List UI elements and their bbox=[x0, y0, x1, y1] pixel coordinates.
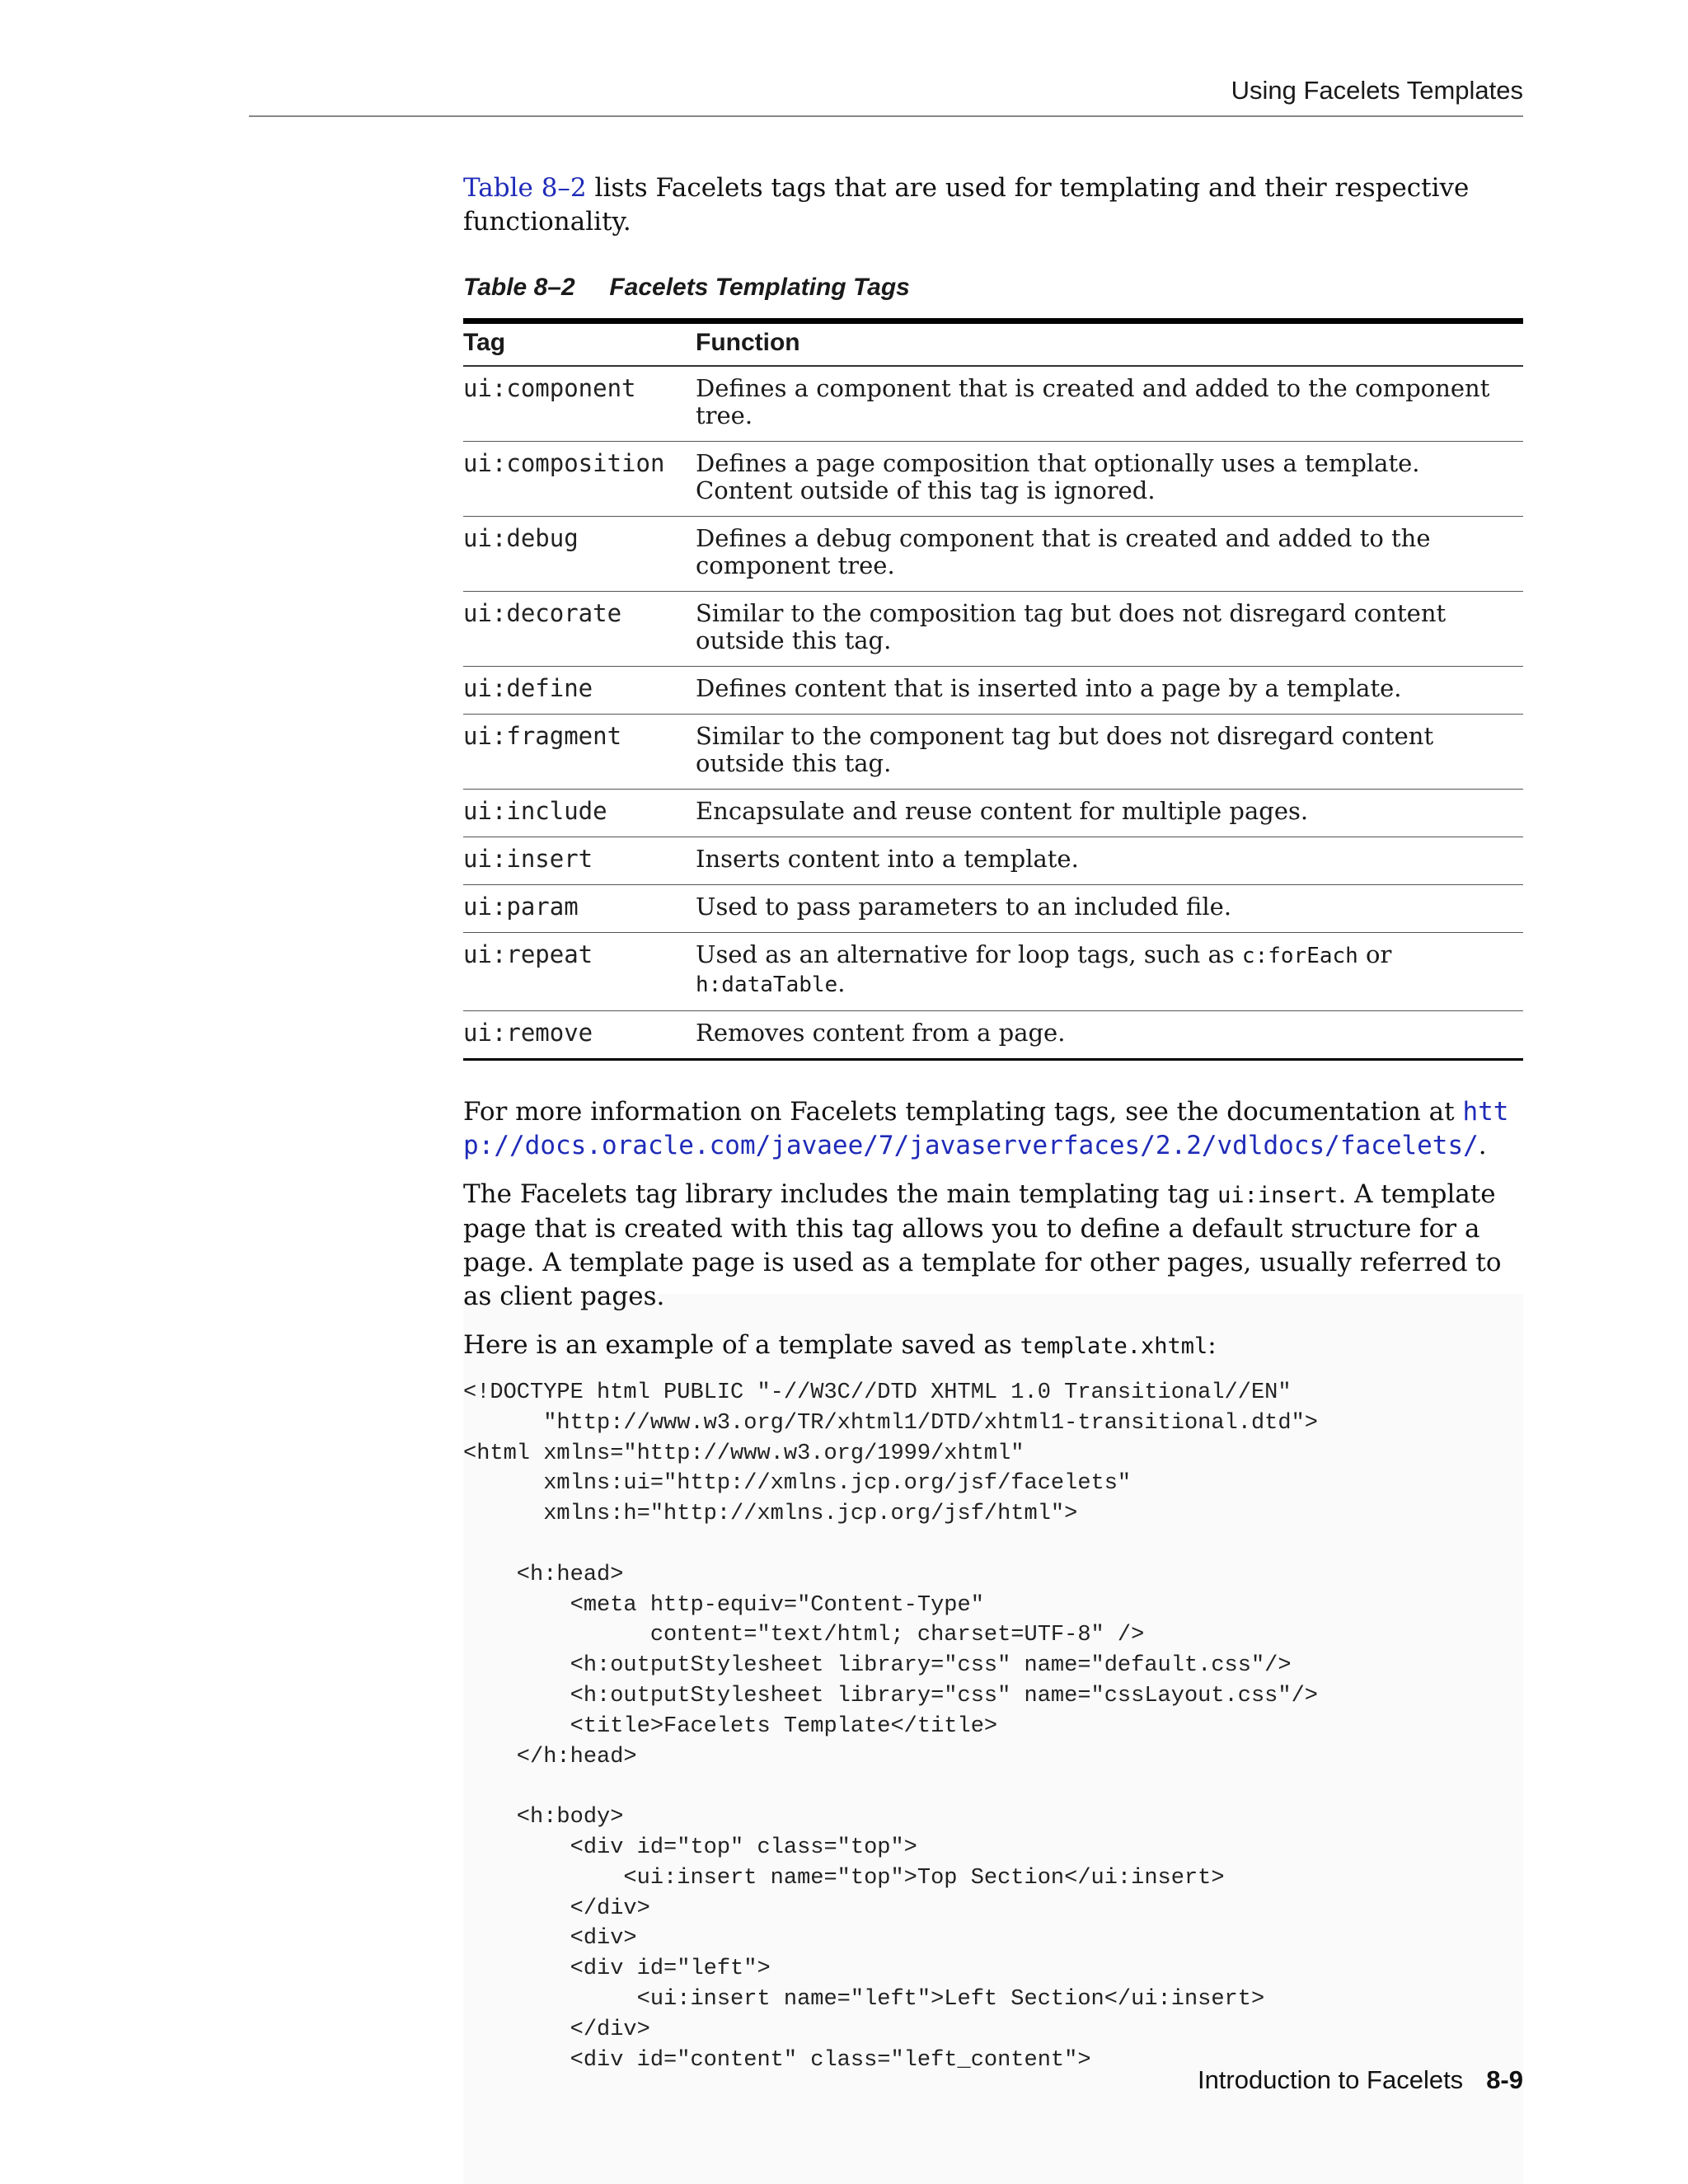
tag-cell: ui:composition bbox=[463, 442, 696, 517]
example-text: : bbox=[1207, 1330, 1217, 1360]
table-row bbox=[463, 1011, 1523, 1060]
code-line: <div id="top" class="top"> bbox=[463, 1835, 917, 1860]
table-header-row bbox=[463, 321, 1523, 367]
code-line: </h:head> bbox=[463, 1744, 637, 1769]
tag-cell: ui:define bbox=[463, 667, 696, 715]
table-caption-title: Facelets Templating Tags bbox=[609, 274, 910, 301]
table-row bbox=[463, 837, 1523, 885]
page-number: 8-9 bbox=[1486, 2065, 1523, 2094]
table-caption bbox=[463, 274, 1523, 303]
tag-cell: ui:include bbox=[463, 790, 696, 837]
function-cell: Defines a page composition that optionally uses a template. Content outside of this tag is ignored. bbox=[696, 442, 1523, 517]
code-line: <div id="content" class="left_content"> bbox=[463, 2047, 1091, 2073]
library-paragraph bbox=[463, 1178, 1523, 1314]
code-line: <meta http-equiv="Content-Type" bbox=[463, 1592, 984, 1618]
templating-tags-table bbox=[463, 318, 1523, 1061]
table-row bbox=[463, 366, 1523, 442]
code-line: <h:head> bbox=[463, 1562, 624, 1587]
more-info-paragraph bbox=[463, 1095, 1523, 1163]
code-line: <ui:insert name="left">Left Section</ui:insert> bbox=[463, 1986, 1265, 2012]
function-cell: Used to pass parameters to an included file. bbox=[696, 885, 1523, 933]
tag-cell: ui:debug bbox=[463, 517, 696, 592]
example-paragraph bbox=[463, 1329, 1523, 1363]
function-cell: Similar to the composition tag but does not disregard content outside this tag. bbox=[696, 592, 1523, 667]
tag-cell: ui:repeat bbox=[463, 933, 696, 1011]
intro-text: lists Facelets tags that are used for templating and their respective functionality. bbox=[463, 173, 1470, 237]
vdldocs-link[interactable]: http://docs.oracle.com/javaee/7/javaserverfaces/2.2/vdldocs/facelets/ bbox=[463, 1097, 1509, 1160]
tag-cell: ui:remove bbox=[463, 1019, 593, 1047]
code-line: </div> bbox=[463, 1896, 650, 1921]
table-row bbox=[463, 592, 1523, 667]
table-xref-link[interactable]: Table 8–2 bbox=[463, 173, 587, 203]
library-text: The Facelets tag library includes the main templating tag bbox=[463, 1179, 1218, 1209]
table-row bbox=[463, 933, 1523, 1011]
function-cell: Encapsulate and reuse content for multiple pages. bbox=[696, 790, 1523, 837]
code-line: <div id="left"> bbox=[463, 1957, 771, 1982]
footer-section-title: Introduction to Facelets bbox=[1197, 2065, 1464, 2094]
code-example bbox=[463, 1378, 1523, 2075]
intro-paragraph bbox=[463, 171, 1523, 239]
table-row bbox=[463, 442, 1523, 517]
library-text: . A template page that is created with this tag allows you to define a default structure for a page. A template page is used as a template for other pages, usually referred to as client pages. bbox=[463, 1179, 1502, 1311]
code-line: <h:outputStylesheet library="css" name="cssLayout.css"/> bbox=[463, 1683, 1318, 1708]
table-row bbox=[463, 715, 1523, 790]
tag-cell: ui:fragment bbox=[463, 715, 696, 790]
function-text: . bbox=[837, 969, 846, 997]
code-line: <!DOCTYPE html PUBLIC "-//W3C//DTD XHTML 1.0 Transitional//EN" bbox=[463, 1380, 1292, 1405]
code-line: <html xmlns="http://www.w3.org/1999/xhtml" bbox=[463, 1441, 1025, 1466]
column-header-function: Function bbox=[696, 321, 1523, 367]
function-text: Used as an alternative for loop tags, such as bbox=[696, 940, 1242, 968]
table-caption-number: Table 8–2 bbox=[463, 274, 575, 301]
inline-code: c:forEach bbox=[1241, 944, 1358, 968]
code-line: content="text/html; charset=UTF-8" /> bbox=[463, 1623, 1145, 1648]
more-info-after: . bbox=[1478, 1131, 1487, 1160]
function-cell bbox=[696, 933, 1523, 1011]
code-line: <div> bbox=[463, 1926, 637, 1952]
tag-cell: ui:component bbox=[463, 366, 696, 442]
code-line: "http://www.w3.org/TR/xhtml1/DTD/xhtml1-transitional.dtd"> bbox=[463, 1410, 1318, 1436]
running-header: Using Facelets Templates bbox=[1231, 76, 1523, 105]
table-row bbox=[463, 517, 1523, 592]
function-cell: Similar to the component tag but does not disregard content outside this tag. bbox=[696, 715, 1523, 790]
code-line: <h:outputStylesheet library="css" name="default.css"/> bbox=[463, 1653, 1292, 1679]
function-text: or bbox=[1357, 940, 1392, 968]
function-cell: Defines content that is inserted into a page by a template. bbox=[696, 667, 1523, 715]
function-cell: Removes content from a page. bbox=[696, 1019, 1066, 1047]
code-line: <h:body> bbox=[463, 1805, 624, 1830]
page-content bbox=[463, 171, 1523, 2075]
tag-cell: ui:param bbox=[463, 885, 696, 933]
code-line: <ui:insert name="top">Top Section</ui:insert> bbox=[463, 1865, 1225, 1891]
more-info-text: For more information on Facelets templating tags, see the documentation at bbox=[463, 1097, 1463, 1127]
code-line: xmlns:h="http://xmlns.jcp.org/jsf/html"> bbox=[463, 1502, 1078, 1527]
code-line: xmlns:ui="http://xmlns.jcp.org/jsf/facelets" bbox=[463, 1471, 1132, 1497]
tag-cell: ui:insert bbox=[463, 837, 696, 885]
example-text: Here is an example of a template saved as bbox=[463, 1330, 1020, 1360]
tag-cell: ui:decorate bbox=[463, 592, 696, 667]
inline-code: h:dataTable bbox=[696, 972, 838, 997]
function-cell: Defines a component that is created and added to the component tree. bbox=[696, 366, 1523, 442]
table-row bbox=[463, 790, 1523, 837]
table-row bbox=[463, 885, 1523, 933]
inline-code: template.xhtml bbox=[1020, 1333, 1208, 1359]
code-line: </div> bbox=[463, 2017, 650, 2042]
inline-code: ui:insert bbox=[1217, 1183, 1339, 1208]
function-cell: Defines a debug component that is created and added to the component tree. bbox=[696, 517, 1523, 592]
column-header-tag: Tag bbox=[463, 321, 696, 367]
table-row bbox=[463, 667, 1523, 715]
page-footer bbox=[249, 2065, 1523, 2095]
function-cell: Inserts content into a template. bbox=[696, 837, 1523, 885]
code-line: <title>Facelets Template</title> bbox=[463, 1713, 998, 1739]
header-rule bbox=[249, 115, 1523, 117]
